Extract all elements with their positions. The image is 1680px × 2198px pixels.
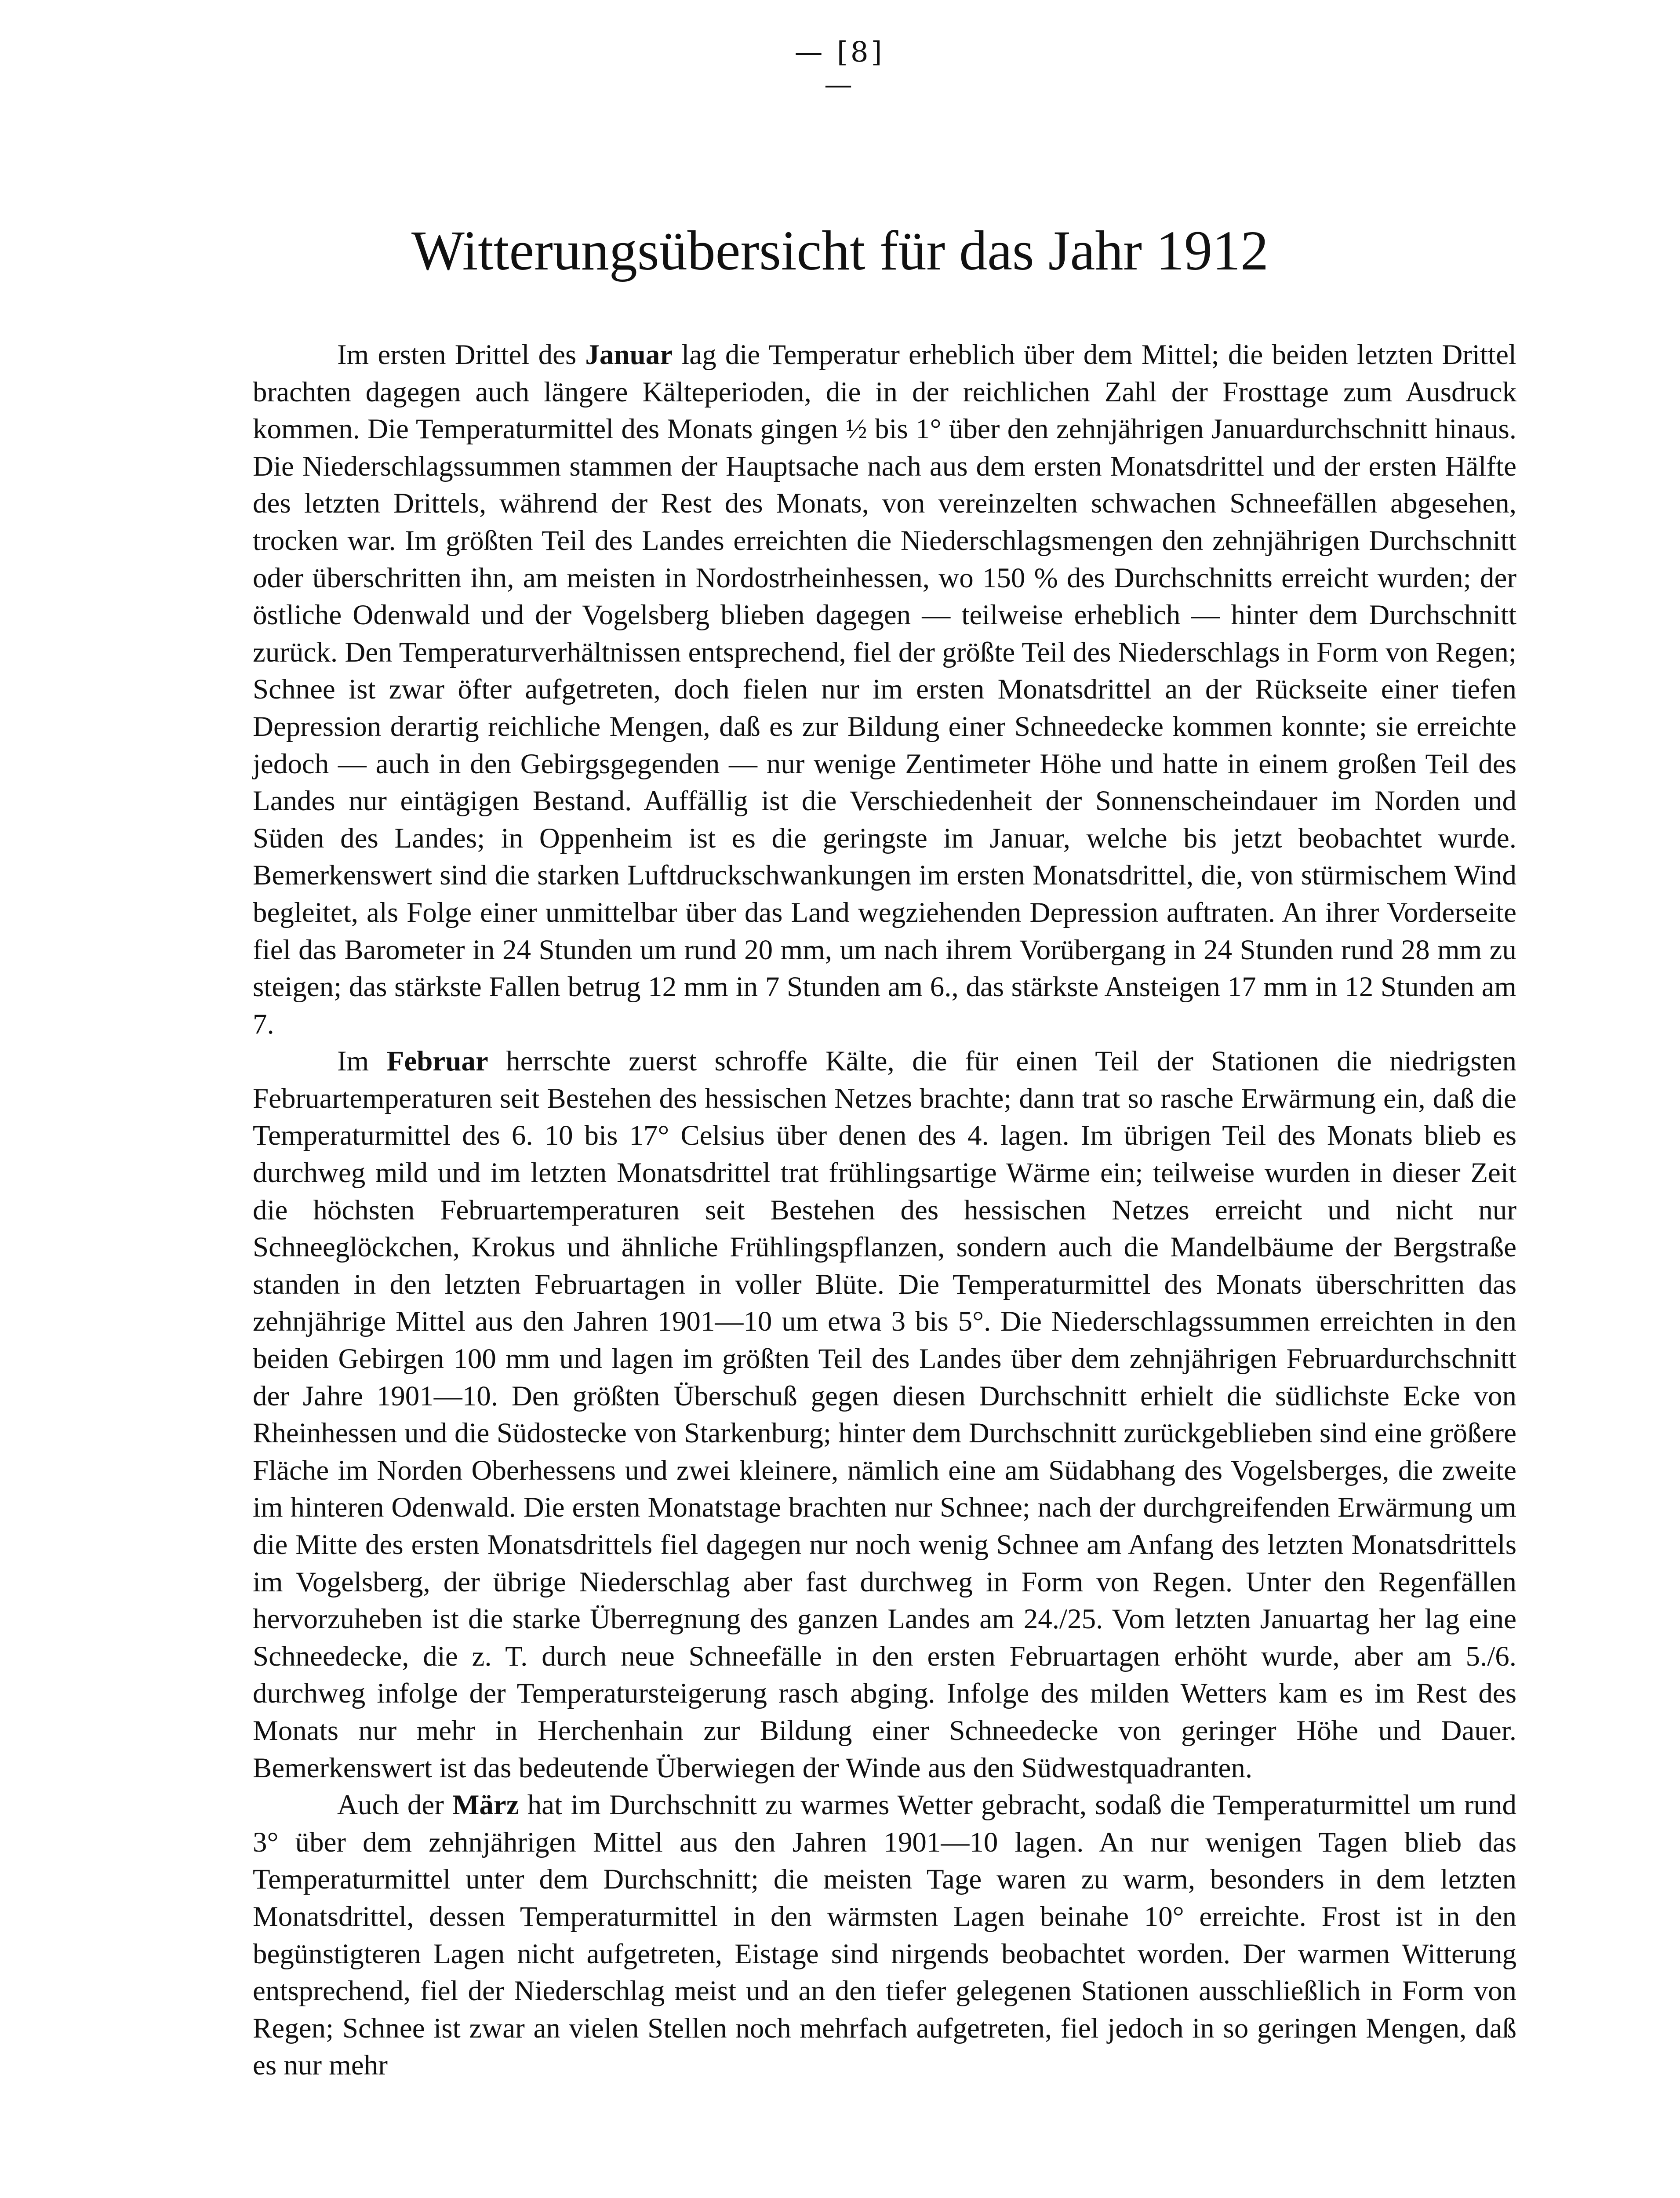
- page-title: Witterungsübersicht für das Jahr 1912: [411, 219, 1269, 282]
- month-februar: Februar: [386, 1045, 488, 1077]
- paragraph-february-text: herrschte zuerst schroffe Kälte, die für einen Teil der Stationen die niedrigsten Februartemperaturen seit Bestehen des hessischen Netzes brachte; dann trat so rasche Erwärmung ein, daß die Temperaturmittel des 6. 10 bis 17° Celsius über denen des 4. lagen. Im übrigen Teil des Monats blieb es durchweg mild und im letzten Monatsdrittel trat frühlingsartige Wärme ein; teilweise wurden in dieser Zeit die höchsten Februartemperaturen seit Bestehen des hessischen Netzes erreicht und nicht nur Schneeglöckchen, Krokus und ähnliche Frühlingspflanzen, sondern auch die Mandelbäume der Bergstraße standen in den letzten Februartagen in voller Blüte. Die Temperaturmittel des Monats überschritten das zehnjährige Mittel aus den Jahren 1901—10 um etwa 3 bis 5°. Die Niederschlagssummen erreichten in den beiden Gebirgen 100 mm und lagen im größten Teil des Landes über dem zehnjährigen Februardurchschnitt der Jahre 1901—10. Den größten Überschuß gegen diesen Durchschnitt erhielt die südlichste Ecke von Rheinhessen und die Südostecke von Starkenburg; hinter dem Durchschnitt zurückgeblieben sind eine größere Fläche im Norden Oberhessens und zwei kleinere, nämlich eine am Südabhang des Vogelsberges, die zweite im hinteren Odenwald. Die ersten Monatstage brachten nur Schnee; nach der durchgreifenden Erwärmung um die Mitte des ersten Monatsdrittels fiel dagegen nur noch wenig Schnee am Anfang des letzten Monatsdrittels im Vogelsberg, der übrige Niederschlag aber fast durchweg in Form von Regen. Unter den Regenfällen hervorzuheben ist die starke Überregnung des ganzen Landes am 24./25. Vom letzten Januartag her lag eine Schneedecke, die z. T. durch neue Schneefälle in den ersten Februartagen erhöht wurde, aber am 5./6. durchweg infolge der Temperatursteigerung rasch abging. Infolge des milden Wetters kam es im Rest des Monats nur mehr in Herchenhain zur Bildung einer Schneedecke von geringer Höhe und Dauer. Bemerkenswert ist das bedeutende Überwiegen der Winde aus den Südwestquadranten.: [253, 1045, 1516, 1784]
- paragraph-january-text: lag die Temperatur erheblich über dem Mittel; die beiden letzten Drittel brachten dagegen auch längere Kälteperioden, die in der reichlichen Zahl der Frosttage zum Ausdruck kommen. Die Temperaturmittel des Monats gingen ½ bis 1° über den zehnjährigen Januardurchschnitt hinaus. Die Niederschlagssummen stammen der Hauptsache nach aus dem ersten Monatsdrittel und der ersten Hälfte des letzten Drittels, während der Rest des Monats, von vereinzelten schwachen Schneefällen abgesehen, trocken war. Im größten Teil des Landes erreichten die Niederschlagsmengen den zehnjährigen Durchschnitt oder überschritten ihn, am meisten in Nordostrheinhessen, wo 150 % des Durchschnitts erreicht wurden; der östliche Odenwald und der Vogelsberg blieben dagegen — teilweise erheblich — hinter dem Durchschnitt zurück. Den Temperaturverhältnissen entsprechend, fiel der größte Teil des Niederschlags in Form von Regen; Schnee ist zwar öfter aufgetreten, doch fielen nur im ersten Monatsdrittel an der Rückseite einer tiefen Depression derartig reichliche Mengen, daß es zur Bildung einer Schneedecke kommen konnte; sie erreichte jedoch — auch in den Gebirgsgegenden — nur wenige Zentimeter Höhe und hatte in einem großen Teil des Landes nur eintägigen Bestand. Auffällig ist die Verschiedenheit der Sonnenscheindauer im Norden und Süden des Landes; in Oppenheim ist es die geringste im Januar, welche bis jetzt beobachtet wurde. Bemerkenswert sind die starken Luftdruckschwankungen im ersten Monatsdrittel, die, von stürmischem Wind begleitet, als Folge einer unmittelbar über das Land wegziehenden Depression auftraten. An ihrer Vorderseite fiel das Barometer in 24 Stunden um rund 20 mm, um nach ihrem Vorübergang in 24 Stunden rund 28 mm zu steigen; das stärkste Fallen betrug 12 mm in 7 Stunden am 6., das stärkste Ansteigen 17 mm in 12 Stunden am 7.: [253, 339, 1516, 1040]
- month-januar: Januar: [585, 339, 673, 371]
- paragraph-march-text: hat im Durchschnitt zu warmes Wetter gebracht, sodaß die Temperaturmittel um rund 3° über dem zehnjährigen Mittel aus den Jahren 1901—10 lagen. An nur wenigen Tagen blieb das Temperaturmittel unter dem Durchschnitt; die meisten Tage waren zu warm, besonders in dem letzten Monatsdrittel, dessen Temperaturmittel in den wärmsten Lagen beinahe 10° erreichte. Frost ist in den begünstigteren Lagen nicht aufgetreten, Eistage sind nirgends beobachtet worden. Der warmen Witterung entsprechend, fiel der Niederschlag meist und an den tiefer gelegenen Stationen ausschließlich in Form von Regen; Schnee ist zwar an vielen Stellen noch mehrfach aufgetreten, fiel jedoch in so geringen Mengen, daß es nur mehr: [253, 1789, 1516, 2082]
- paragraph-march-lead: Auch der: [337, 1789, 453, 1821]
- paragraph-february-lead: Im: [337, 1045, 387, 1077]
- paragraph-january: [253, 336, 1516, 1043]
- article-body: [253, 336, 1516, 2084]
- paragraph-march: [253, 1787, 1516, 2084]
- page-number: — [8] —: [794, 36, 885, 101]
- paragraph-february: [253, 1043, 1516, 1787]
- paragraph-january-lead: Im ersten Drittel des: [337, 339, 585, 371]
- month-maerz: März: [452, 1789, 519, 1821]
